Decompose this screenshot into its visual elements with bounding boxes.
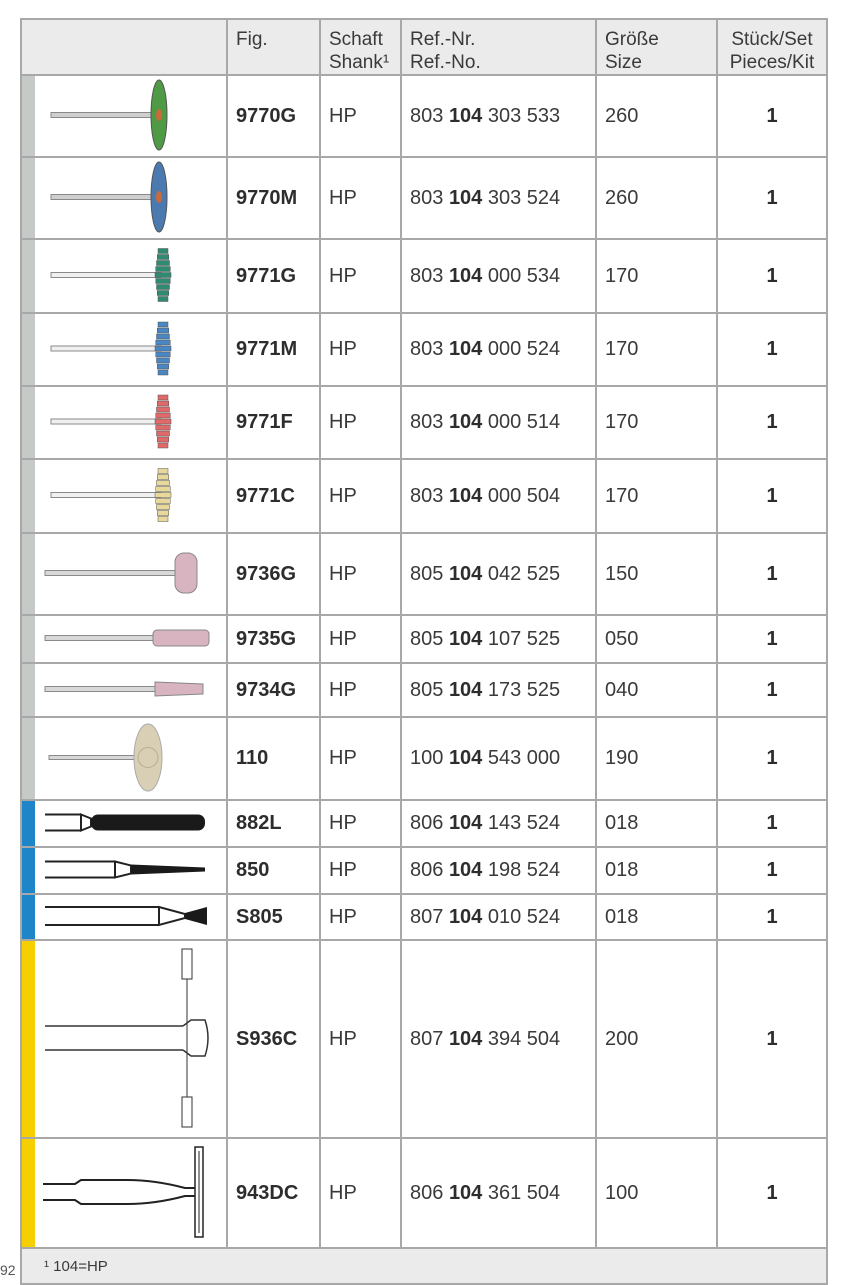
product-image-cell — [21, 239, 227, 313]
product-image-cell — [21, 75, 227, 157]
shank-type: HP — [320, 717, 401, 800]
ref-prefix: 803 — [410, 484, 444, 507]
header-size-en: Size — [605, 52, 642, 73]
pieces-count: 1 — [717, 386, 827, 459]
table-row — [21, 717, 827, 800]
ref-prefix: 100 — [410, 747, 444, 769]
pieces-count: 1 — [717, 533, 827, 615]
header-qty-de: Stück/Set — [731, 29, 813, 50]
category-stripe — [22, 76, 35, 156]
size-value: 150 — [596, 533, 717, 615]
product-image-cell — [21, 800, 227, 847]
ref-prefix: 806 — [410, 859, 444, 881]
shank-type: HP — [320, 1138, 401, 1248]
ref-prefix: 805 — [410, 627, 444, 650]
ref-prefix: 806 — [410, 1181, 444, 1204]
category-stripe — [22, 616, 35, 662]
size-value: 018 — [596, 847, 717, 894]
product-image-cell — [21, 1138, 227, 1248]
ref-suffix: 543 000 — [487, 747, 561, 769]
ref-suffix: 173 525 — [487, 678, 561, 701]
size-value: 260 — [596, 75, 717, 157]
product-image-cell — [21, 313, 227, 386]
ref-suffix: 000 514 — [487, 411, 561, 433]
ref-shank-code: 104 — [448, 812, 483, 834]
table-row — [21, 847, 827, 894]
header-ref-en: Ref.-No. — [410, 52, 481, 73]
pieces-count: 1 — [717, 615, 827, 663]
figure-number: 9771F — [227, 386, 320, 459]
reference-number — [401, 847, 596, 894]
header-size-de: Größe — [605, 29, 659, 50]
table-row — [21, 1138, 827, 1248]
reference-number — [401, 940, 596, 1138]
figure-number: 9770M — [227, 157, 320, 239]
ref-prefix: 805 — [410, 562, 444, 585]
ref-shank-code: 104 — [448, 484, 483, 507]
ref-shank-code: 104 — [448, 338, 483, 360]
category-stripe — [22, 664, 35, 716]
shank-type: HP — [320, 533, 401, 615]
shank-type: HP — [320, 615, 401, 663]
pieces-count: 1 — [717, 940, 827, 1138]
ref-shank-code: 104 — [448, 1181, 483, 1204]
size-value: 260 — [596, 157, 717, 239]
product-image-cell — [21, 717, 227, 800]
ref-suffix: 000 524 — [487, 338, 561, 360]
ref-suffix: 010 524 — [487, 905, 561, 928]
figure-number: 9771C — [227, 459, 320, 533]
ref-suffix: 000 534 — [487, 264, 561, 287]
product-image-cell — [21, 533, 227, 615]
pieces-count: 1 — [717, 459, 827, 533]
ref-prefix: 803 — [410, 411, 444, 433]
category-stripe — [22, 534, 35, 614]
product-image-cell — [21, 157, 227, 239]
reference-number — [401, 894, 596, 940]
table-row — [21, 940, 827, 1138]
reference-number — [401, 386, 596, 459]
product-image-cell — [21, 894, 227, 940]
shank-type: HP — [320, 313, 401, 386]
size-value: 050 — [596, 615, 717, 663]
product-image-cell — [21, 940, 227, 1138]
category-stripe — [22, 895, 35, 939]
shank-type: HP — [320, 75, 401, 157]
shank-type: HP — [320, 663, 401, 717]
ref-shank-code: 104 — [448, 186, 483, 209]
size-value: 170 — [596, 386, 717, 459]
ref-suffix: 000 504 — [487, 484, 561, 507]
figure-number: 882L — [227, 800, 320, 847]
ref-shank-code: 104 — [448, 859, 483, 881]
ref-suffix: 107 525 — [487, 627, 561, 650]
shank-type: HP — [320, 800, 401, 847]
reference-number — [401, 533, 596, 615]
header-shank-en: Shank¹ — [329, 52, 390, 73]
ref-shank-code: 104 — [448, 264, 483, 287]
ref-suffix: 303 524 — [487, 186, 561, 209]
ref-prefix: 807 — [410, 1027, 444, 1050]
header-qty-en: Pieces/Kit — [729, 52, 815, 73]
table-row — [21, 663, 827, 717]
reference-number — [401, 459, 596, 533]
category-stripe — [22, 240, 35, 312]
reference-number — [401, 717, 596, 800]
shank-type: HP — [320, 386, 401, 459]
header-ref-de: Ref.-Nr. — [410, 29, 476, 50]
pieces-count: 1 — [717, 894, 827, 940]
size-value: 170 — [596, 459, 717, 533]
table-row — [21, 459, 827, 533]
shank-type: HP — [320, 239, 401, 313]
shank-type: HP — [320, 894, 401, 940]
category-stripe — [22, 314, 35, 385]
pieces-count: 1 — [717, 75, 827, 157]
ref-suffix: 198 524 — [487, 859, 561, 881]
figure-number: 110 — [227, 717, 320, 800]
ref-shank-code: 104 — [448, 104, 483, 127]
header-size — [596, 19, 717, 75]
reference-number — [401, 800, 596, 847]
table-header-row — [21, 19, 827, 75]
figure-number: 9771G — [227, 239, 320, 313]
category-stripe — [22, 718, 35, 799]
footnote: ¹ 104=HP — [21, 1248, 827, 1284]
category-stripe — [22, 387, 35, 458]
figure-number: S936C — [227, 940, 320, 1138]
product-image-cell — [21, 847, 227, 894]
product-image-cell — [21, 459, 227, 533]
ref-suffix: 303 533 — [487, 104, 561, 127]
table-row — [21, 800, 827, 847]
header-fig-label: Fig. — [236, 29, 268, 50]
size-value: 170 — [596, 313, 717, 386]
figure-number: 9736G — [227, 533, 320, 615]
figure-number: 850 — [227, 847, 320, 894]
page-number: 92 — [0, 1262, 16, 1278]
pieces-count: 1 — [717, 239, 827, 313]
ref-prefix: 807 — [410, 905, 444, 928]
ref-shank-code: 104 — [448, 411, 483, 433]
pieces-count: 1 — [717, 313, 827, 386]
size-value: 040 — [596, 663, 717, 717]
size-value: 100 — [596, 1138, 717, 1248]
ref-suffix: 143 524 — [487, 812, 561, 834]
size-value: 190 — [596, 717, 717, 800]
table-row — [21, 894, 827, 940]
figure-number: 9770G — [227, 75, 320, 157]
reference-number — [401, 313, 596, 386]
reference-number — [401, 663, 596, 717]
ref-suffix: 361 504 — [487, 1181, 561, 1204]
reference-number — [401, 75, 596, 157]
product-table — [20, 18, 828, 1285]
table-row — [21, 386, 827, 459]
ref-prefix: 803 — [410, 338, 444, 360]
pieces-count: 1 — [717, 800, 827, 847]
ref-prefix: 805 — [410, 678, 444, 701]
category-stripe — [22, 460, 35, 532]
ref-shank-code: 104 — [448, 562, 483, 585]
header-fig — [227, 19, 320, 75]
header-qty — [717, 19, 827, 75]
size-value: 200 — [596, 940, 717, 1138]
ref-suffix: 042 525 — [487, 562, 561, 585]
header-figure — [21, 19, 227, 75]
size-value: 018 — [596, 800, 717, 847]
figure-number: 9734G — [227, 663, 320, 717]
footnote-row — [21, 1248, 827, 1284]
reference-number — [401, 157, 596, 239]
product-image-cell — [21, 386, 227, 459]
pieces-count: 1 — [717, 847, 827, 894]
ref-prefix: 803 — [410, 264, 444, 287]
ref-shank-code: 104 — [448, 905, 483, 928]
reference-number — [401, 239, 596, 313]
ref-prefix: 803 — [410, 104, 444, 127]
pieces-count: 1 — [717, 717, 827, 800]
table-row — [21, 157, 827, 239]
ref-prefix: 803 — [410, 186, 444, 209]
table-row — [21, 313, 827, 386]
figure-number: 943DC — [227, 1138, 320, 1248]
product-image-cell — [21, 615, 227, 663]
pieces-count: 1 — [717, 1138, 827, 1248]
reference-number — [401, 1138, 596, 1248]
product-image-cell — [21, 663, 227, 717]
category-stripe — [22, 158, 35, 238]
figure-number: 9771M — [227, 313, 320, 386]
category-stripe — [22, 801, 35, 846]
shank-type: HP — [320, 459, 401, 533]
category-stripe — [22, 848, 35, 893]
shank-type: HP — [320, 157, 401, 239]
header-shank-de: Schaft — [329, 29, 383, 50]
category-stripe — [22, 1139, 35, 1247]
header-shank — [320, 19, 401, 75]
ref-suffix: 394 504 — [487, 1027, 561, 1050]
figure-number: 9735G — [227, 615, 320, 663]
ref-prefix: 806 — [410, 812, 444, 834]
size-value: 170 — [596, 239, 717, 313]
table-row — [21, 75, 827, 157]
reference-number — [401, 615, 596, 663]
ref-shank-code: 104 — [448, 1027, 483, 1050]
size-value: 018 — [596, 894, 717, 940]
table-row — [21, 533, 827, 615]
ref-shank-code: 104 — [448, 627, 483, 650]
ref-shank-code: 104 — [448, 747, 483, 769]
header-ref — [401, 19, 596, 75]
shank-type: HP — [320, 940, 401, 1138]
pieces-count: 1 — [717, 663, 827, 717]
ref-shank-code: 104 — [448, 678, 483, 701]
pieces-count: 1 — [717, 157, 827, 239]
category-stripe — [22, 941, 35, 1137]
figure-number: S805 — [227, 894, 320, 940]
table-row — [21, 615, 827, 663]
shank-type: HP — [320, 847, 401, 894]
table-row — [21, 239, 827, 313]
